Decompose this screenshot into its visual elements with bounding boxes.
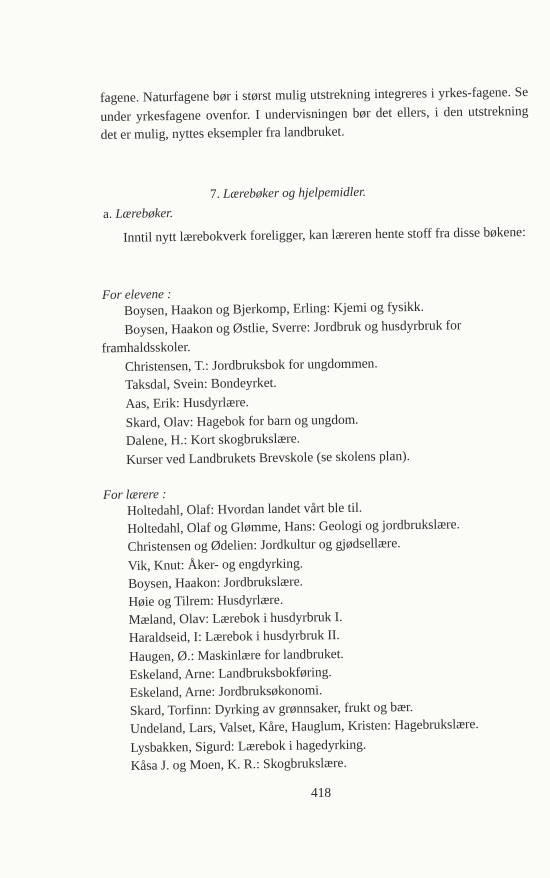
list-item: Kurser ved Landbrukets Brevskole (se skolens plan). (126, 447, 411, 467)
list-item-continuation: framhaldsskoler. (101, 339, 191, 356)
list-item: Haugen, Ø.: Maskinlære for landbruket. (129, 645, 344, 664)
list-item: Eskeland, Arne: Landbruksbokføring. (129, 663, 332, 682)
subsection-letter: a. (103, 205, 113, 221)
section-title: Lærebøker og hjelpemidler. (222, 183, 367, 201)
teachers-list-label: For lærere : (103, 486, 167, 502)
list-item: Christensen, T.: Jordbruksbok for ungdommen. (124, 355, 378, 374)
list-item: Aas, Erik: Husdyrlære. (125, 394, 249, 411)
students-list-label: For elevene : (102, 286, 172, 302)
students-book-list (101, 296, 531, 469)
list-item: Høie og Tilrem: Husdyrlære. (128, 591, 284, 610)
subsection-title: Lærebøker. (115, 205, 174, 221)
intro-text: fagene. Naturfagene bør i størst mulig utstrekning integreres i yrkes-fagene. Se under yrkesfagene ovenfor. I undervisningen bør det ellers, i den utstrekning det er mulig, nyttes eksempler fra landbruket. (100, 84, 529, 142)
list-item: Boysen, Haakon og Østlie, Sverre: Jordbruk og husdyrbruk for (124, 316, 462, 337)
list-item: Christensen og Ødelien: Jordkultur og gjødsellære. (127, 535, 401, 555)
list-item: Skard, Olav: Hagebok for barn og ungdom. (125, 411, 359, 430)
teachers-book-list (127, 496, 536, 775)
list-item: Boysen, Haakon og Bjerkomp, Erling: Kjemi og fysikk. (124, 298, 424, 318)
list-item: Boysen, Haakon: Jordbrukslære. (128, 573, 304, 591)
list-item: Vik, Knut: Åker- og engdyrking. (127, 555, 304, 573)
list-item: Kåsa J. og Moen, K. R.: Skogbrukslære. (130, 754, 347, 773)
list-item: Eskeland, Arne: Jordbruksøkonomi. (129, 682, 323, 701)
list-item: Holtedahl, Olaf og Glømme, Hans: Geologi og jordbrukslære. (127, 516, 460, 537)
textbook-intro-text: Inntil nytt lærebokverk foreligger, kan læreren hente stoff fra disse bøkene: (123, 224, 526, 245)
subsection-heading (103, 205, 173, 222)
intro-paragraph (100, 83, 529, 144)
section-heading (210, 184, 366, 202)
list-item: Holtedahl, Olaf: Hvordan landet vårt ble til. (127, 499, 363, 518)
textbook-intro-paragraph (101, 222, 529, 247)
list-item: Lysbakken, Sigurd: Lærebok i hagedyrking. (130, 736, 367, 755)
list-item: Haraldseid, I: Lærebok i husdyrbruk II. (128, 627, 340, 646)
list-item: Mæland, Olav: Lærebok i husdyrbruk I. (128, 609, 343, 628)
list-item: Dalene, H.: Kort skogbrukslære. (125, 430, 301, 449)
list-item: Taksdal, Svein: Bondeyrket. (125, 375, 277, 393)
section-number: 7. (210, 185, 220, 201)
page-number: 418 (311, 785, 332, 800)
list-item: Undeland, Lars, Valset, Kåre, Hauglum, Kristen: Hagebrukslære. (130, 716, 479, 737)
list-item: Skard, Torfinn: Dyrking av grønnsaker, frukt og bær. (129, 699, 414, 719)
